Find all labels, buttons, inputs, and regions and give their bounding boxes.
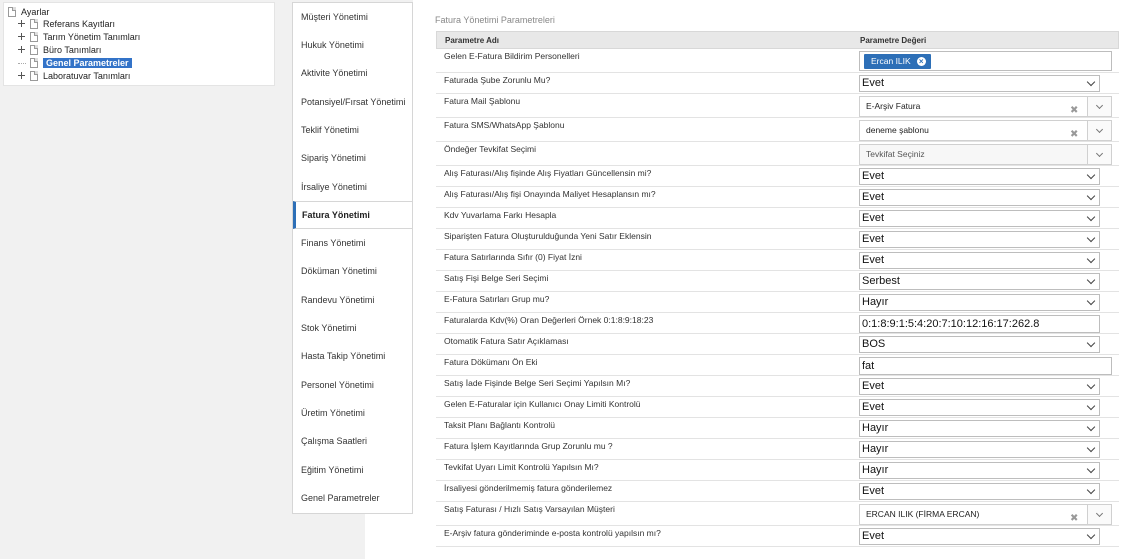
parameter-combobox[interactable] bbox=[859, 96, 1112, 117]
combobox-value[interactable] bbox=[859, 96, 1088, 117]
select-value: Hayır bbox=[862, 464, 889, 476]
parameter-select[interactable] bbox=[859, 252, 1100, 269]
parameter-label: Fatura Mail Şablonu bbox=[444, 96, 521, 106]
tree-item-buro-tanimlari[interactable] bbox=[18, 43, 101, 56]
parameter-select[interactable] bbox=[859, 399, 1100, 416]
content-gutter bbox=[365, 514, 413, 559]
select-value: Evet bbox=[862, 485, 885, 497]
parameter-label: Fatura İşlem Kayıtlarında Grup Zorunlu mu ? bbox=[444, 441, 613, 451]
parameter-text-input[interactable]: 0:1:8:9:1:5:4:20:7:10:12:16:17:262.8 bbox=[859, 315, 1100, 333]
tree-root-label: Ayarlar bbox=[21, 6, 50, 17]
combobox-value[interactable] bbox=[859, 144, 1088, 165]
menu-item[interactable]: Hasta Takip Yönetimi bbox=[301, 351, 386, 361]
chevron-down-icon bbox=[1087, 78, 1095, 86]
menu-item[interactable]: Potansiyel/Fırsat Yönetimi bbox=[301, 97, 406, 107]
chevron-down-icon bbox=[1087, 255, 1095, 263]
parameter-select[interactable] bbox=[859, 336, 1100, 353]
parameter-row bbox=[436, 418, 1119, 439]
parameter-label: Otomatik Fatura Satır Açıklaması bbox=[444, 336, 569, 346]
parameter-row bbox=[436, 271, 1119, 292]
menu-item[interactable]: Teklif Yönetimi bbox=[301, 125, 359, 135]
expand-icon[interactable] bbox=[18, 72, 26, 80]
menu-item[interactable]: Stok Yönetimi bbox=[301, 323, 357, 333]
parameter-select[interactable] bbox=[859, 231, 1100, 248]
chevron-down-icon bbox=[1087, 297, 1095, 305]
parameter-row bbox=[436, 49, 1119, 73]
clear-icon[interactable]: ✖ bbox=[1070, 129, 1079, 140]
parameter-label: Gelen E-Fatura Bildirim Personelleri bbox=[444, 51, 580, 61]
tree-item-label: Büro Tanımları bbox=[43, 44, 102, 55]
parameter-row bbox=[436, 94, 1119, 118]
grid-header bbox=[436, 31, 1119, 49]
tree-item-label: Tarım Yönetim Tanımları bbox=[43, 31, 141, 42]
select-value: Evet bbox=[862, 233, 885, 245]
chevron-down-icon bbox=[1096, 510, 1103, 517]
parameter-row bbox=[436, 250, 1119, 271]
tree-connector bbox=[18, 56, 26, 64]
menu-item[interactable]: Personel Yönetimi bbox=[301, 380, 374, 390]
parameter-label: Satış Fişi Belge Seri Seçimi bbox=[444, 273, 549, 283]
expand-icon[interactable] bbox=[18, 46, 26, 54]
parameter-row bbox=[436, 118, 1119, 142]
chevron-down-icon bbox=[1087, 276, 1095, 284]
chevron-down-icon bbox=[1087, 213, 1095, 221]
tree-item-genel-parametreler[interactable] bbox=[18, 56, 132, 69]
chevron-down-icon bbox=[1087, 423, 1095, 431]
select-value: Hayır bbox=[862, 422, 889, 434]
select-value: BOS bbox=[862, 338, 886, 350]
chevron-down-icon bbox=[1087, 444, 1095, 452]
chevron-down-icon bbox=[1087, 234, 1095, 242]
file-icon bbox=[30, 71, 38, 81]
combobox-value[interactable] bbox=[859, 120, 1088, 141]
tree-item-laboratuvar[interactable] bbox=[18, 69, 130, 82]
column-header-name: Parametre Adı bbox=[445, 36, 499, 45]
parameter-row bbox=[436, 526, 1119, 547]
parameter-select[interactable] bbox=[859, 462, 1100, 479]
combobox-text: Tevkifat Seçiniz bbox=[866, 149, 925, 159]
parameter-select[interactable] bbox=[859, 189, 1100, 206]
tree-item-tarim-yonetim[interactable] bbox=[18, 30, 140, 43]
parameter-row bbox=[436, 208, 1119, 229]
parameter-label: Alış Faturası/Alış fişi Onayında Maliyet Hesaplansın mı? bbox=[444, 189, 656, 199]
parameter-select[interactable] bbox=[859, 273, 1100, 290]
combobox-toggle-button[interactable] bbox=[1088, 144, 1112, 165]
parameter-select[interactable] bbox=[859, 210, 1100, 227]
file-icon bbox=[30, 32, 38, 42]
parameter-label: Taksit Planı Bağlantı Kontrolü bbox=[444, 420, 556, 430]
remove-tag-icon[interactable]: × bbox=[917, 57, 926, 66]
select-value: Evet bbox=[862, 530, 885, 542]
select-value: Evet bbox=[862, 170, 885, 182]
tree-item-label: Referans Kayıtları bbox=[43, 18, 116, 29]
combobox-text: deneme şablonu bbox=[866, 125, 929, 135]
file-icon bbox=[30, 58, 38, 68]
parameter-label: Kdv Yuvarlama Farkı Hesapla bbox=[444, 210, 557, 220]
chevron-down-icon bbox=[1087, 486, 1095, 494]
chevron-down-icon bbox=[1096, 126, 1103, 133]
combobox-toggle-button[interactable] bbox=[1088, 96, 1112, 117]
parameter-label: Satış Faturası / Hızlı Satış Varsayılan Müşteri bbox=[444, 504, 615, 514]
tag-label: Ercan ILIK bbox=[871, 56, 911, 66]
parameter-row bbox=[436, 355, 1119, 376]
clear-icon[interactable]: ✖ bbox=[1070, 513, 1079, 524]
file-icon bbox=[30, 45, 38, 55]
menu-item[interactable]: Fatura Yönetimi bbox=[293, 201, 412, 229]
column-header-value: Parametre Değeri bbox=[860, 36, 927, 45]
chevron-down-icon bbox=[1087, 339, 1095, 347]
parameter-row bbox=[436, 292, 1119, 313]
combobox-text: E-Arşiv Fatura bbox=[866, 101, 921, 111]
menu-item[interactable]: Sipariş Yönetimi bbox=[301, 153, 366, 163]
parameter-combobox[interactable] bbox=[859, 504, 1112, 525]
parameter-row bbox=[436, 481, 1119, 502]
parameter-row bbox=[436, 229, 1119, 250]
menu-item[interactable]: Hukuk Yönetimi bbox=[301, 40, 364, 50]
parameter-select[interactable] bbox=[859, 168, 1100, 185]
parameter-combobox[interactable] bbox=[859, 144, 1112, 165]
chevron-down-icon bbox=[1087, 381, 1095, 389]
parameter-row bbox=[436, 334, 1119, 355]
parameter-row bbox=[436, 439, 1119, 460]
select-value: Evet bbox=[862, 212, 885, 224]
select-value: Serbest bbox=[862, 275, 900, 287]
menu-item[interactable]: Eğitim Yönetimi bbox=[301, 465, 364, 475]
chevron-down-icon bbox=[1087, 402, 1095, 410]
parameter-label: Alış Faturası/Alış fişinde Alış Fiyatları Güncellensin mi? bbox=[444, 168, 652, 178]
tree-item-label: Laboratuvar Tanımları bbox=[43, 70, 131, 81]
tree-item-referans-kayitlari[interactable] bbox=[18, 17, 115, 30]
menu-item[interactable]: İrsaliye Yönetimi bbox=[301, 182, 367, 192]
menu-item[interactable]: Aktivite Yönetimi bbox=[301, 68, 368, 78]
tree-item-label: Genel Parametreler bbox=[43, 58, 132, 68]
parameter-select[interactable] bbox=[859, 294, 1100, 311]
expand-icon[interactable] bbox=[18, 20, 26, 28]
file-icon bbox=[30, 19, 38, 29]
parameter-label: Siparişten Fatura Oluşturulduğunda Yeni Satır Eklensin bbox=[444, 231, 652, 241]
parameter-select[interactable] bbox=[859, 441, 1100, 458]
personnel-tag-input[interactable] bbox=[859, 51, 1112, 71]
parameter-label: Satış İade Fişinde Belge Seri Seçimi Yapılsın Mı? bbox=[444, 378, 631, 388]
main-content bbox=[413, 0, 1121, 559]
parameter-row bbox=[436, 142, 1119, 166]
chevron-down-icon bbox=[1096, 102, 1103, 109]
chevron-down-icon bbox=[1087, 192, 1095, 200]
select-value: Evet bbox=[862, 401, 885, 413]
menu-item[interactable]: Çalışma Saatleri bbox=[301, 436, 368, 446]
section-title: Fatura Yönetimi Parametreleri bbox=[435, 15, 555, 25]
menu-item[interactable]: Müşteri Yönetimi bbox=[301, 12, 368, 22]
folder-icon bbox=[8, 7, 16, 17]
select-value: Evet bbox=[862, 254, 885, 266]
parameter-row bbox=[436, 166, 1119, 187]
select-value: Hayır bbox=[862, 443, 889, 455]
parameter-label: E-Arşiv fatura gönderiminde e-posta kontrolü yapılsın mı? bbox=[444, 528, 661, 538]
chevron-down-icon bbox=[1087, 465, 1095, 473]
parameter-select[interactable] bbox=[859, 483, 1100, 500]
combobox-toggle-button[interactable] bbox=[1088, 120, 1112, 141]
parameter-label: Gelen E-Faturalar için Kullanıcı Onay Limiti Kontrolü bbox=[444, 399, 641, 409]
parameter-label: Fatura SMS/WhatsApp Şablonu bbox=[444, 120, 565, 130]
parameter-label: Fatura Satırlarında Sıfır (0) Fiyat İzni bbox=[444, 252, 582, 262]
parameter-label: Fatura Dökümanı Ön Eki bbox=[444, 357, 538, 367]
menu-item[interactable]: Finans Yönetimi bbox=[301, 238, 366, 248]
menu-item[interactable]: Randevu Yönetimi bbox=[301, 295, 375, 305]
chevron-down-icon bbox=[1087, 171, 1095, 179]
select-value: Evet bbox=[862, 191, 885, 203]
parameter-label: Faturada Şube Zorunlu Mu? bbox=[444, 75, 551, 85]
parameter-label: Tevkifat Uyarı Limit Kontrolü Yapılsın Mı? bbox=[444, 462, 599, 472]
menu-item[interactable]: Genel Parametreler bbox=[301, 493, 380, 503]
parameter-row bbox=[436, 376, 1119, 397]
parameter-row bbox=[436, 502, 1119, 526]
parameter-label: İrsaliyesi gönderilmemiş fatura gönderilemez bbox=[444, 483, 613, 493]
selected-personnel-tag bbox=[864, 54, 931, 69]
expand-icon[interactable] bbox=[18, 33, 26, 41]
parameter-select[interactable] bbox=[859, 75, 1100, 92]
parameter-combobox[interactable] bbox=[859, 120, 1112, 141]
parameter-row bbox=[436, 313, 1119, 334]
parameter-row bbox=[436, 397, 1119, 418]
parameter-text-input[interactable]: fat bbox=[859, 357, 1112, 375]
menu-item[interactable]: Üretim Yönetimi bbox=[301, 408, 365, 418]
settings-tree bbox=[3, 2, 275, 86]
parameter-row bbox=[436, 187, 1119, 208]
combobox-toggle-button[interactable] bbox=[1088, 504, 1112, 525]
module-menu bbox=[292, 2, 413, 514]
parameter-select[interactable] bbox=[859, 528, 1100, 545]
parameter-label: E-Fatura Satırları Grup mu? bbox=[444, 294, 550, 304]
chevron-down-icon bbox=[1087, 531, 1095, 539]
chevron-down-icon bbox=[1096, 150, 1103, 157]
parameter-row bbox=[436, 460, 1119, 481]
clear-icon[interactable]: ✖ bbox=[1070, 105, 1079, 116]
parameter-select[interactable] bbox=[859, 420, 1100, 437]
select-value: Evet bbox=[862, 380, 885, 392]
select-value: Evet bbox=[862, 77, 885, 89]
parameter-select[interactable] bbox=[859, 378, 1100, 395]
combobox-value[interactable] bbox=[859, 504, 1088, 525]
parameter-row bbox=[436, 73, 1119, 94]
parameter-label: Öndeğer Tevkifat Seçimi bbox=[444, 144, 536, 154]
select-value: Hayır bbox=[862, 296, 889, 308]
menu-item[interactable]: Döküman Yönetimi bbox=[301, 266, 377, 276]
parameter-label: Faturalarda Kdv(%) Oran Değerleri Örnek 0:1:8:9:18:23 bbox=[444, 315, 654, 325]
combobox-text: ERCAN ILIK (FİRMA ERCAN) bbox=[866, 509, 980, 519]
